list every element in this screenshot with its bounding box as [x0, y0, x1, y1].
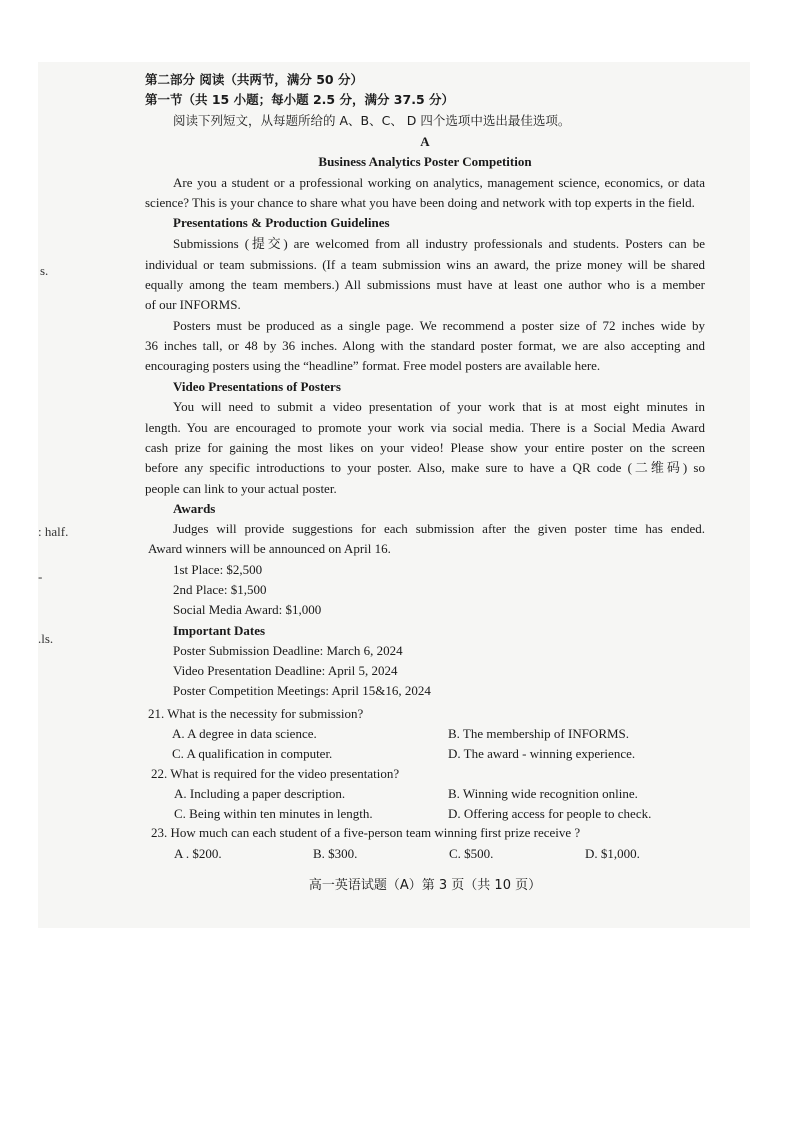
option-b: B. Winning wide recognition online. — [448, 786, 638, 801]
question-stem: 21. What is the necessity for submission? — [148, 706, 364, 721]
paragraph-line: Posters must be produced as a single page. We recommend a poster size of 72 inches wide by — [173, 318, 705, 333]
video-heading: Video Presentations of Posters — [173, 379, 341, 394]
date-item: Poster Competition Meetings: April 15&16, 2024 — [173, 683, 431, 698]
margin-fragment: s. — [40, 263, 49, 278]
paragraph-line: people can link to your actual poster. — [145, 481, 337, 496]
question-stem: 22. What is required for the video presentation? — [151, 766, 400, 781]
option-c: C. $500. — [449, 846, 494, 861]
option-a: A. Including a paper description. — [174, 786, 346, 801]
question-stem: 23. How much can each student of a five-person team winning first prize receive ? — [151, 825, 581, 840]
paragraph-line: encouraging posters using the “headline” format. Free model posters are available here. — [145, 358, 601, 373]
option-a: A . $200. — [174, 846, 222, 861]
option-d: D. The award - winning experience. — [448, 746, 636, 761]
option-b: B. $300. — [313, 846, 358, 861]
page-footer: 高一英语试题（A）第 3 页（共 10 页） — [308, 878, 542, 893]
paragraph-line: Judges will provide suggestions for each submission after the given poster time has ended. — [173, 521, 705, 536]
date-item: Poster Submission Deadline: March 6, 2024 — [173, 643, 403, 658]
margin-fragment: : half. — [38, 524, 69, 539]
option-d: D. Offering access for people to check. — [448, 806, 652, 821]
option-c: C. Being within ten minutes in length. — [174, 806, 373, 821]
paragraph-line: individual or team submissions. (If a team submission wins an award, the prize money will be shared — [145, 257, 705, 272]
prize-item: 2nd Place: $1,500 — [173, 582, 267, 597]
margin-fragment: - — [38, 569, 43, 584]
awards-heading: Awards — [173, 501, 216, 516]
margin-fragment: .ls. — [38, 631, 54, 646]
section-heading: 第一节（共 15 小题；每小题 2.5 分，满分 37.5 分） — [145, 92, 454, 107]
part-heading: 第二部分 阅读（共两节，满分 50 分） — [145, 72, 363, 87]
paragraph-line: 36 inches tall, or 48 by 36 inches. Along with the standard poster format, we are also accepting and — [145, 338, 705, 353]
paragraph-line: length. You are encouraged to promote your work via social media. There is a Social Media Award — [145, 420, 705, 435]
prize-item: 1st Place: $2,500 — [173, 562, 263, 577]
guidelines-heading: Presentations & Production Guidelines — [173, 215, 390, 230]
intro-line: science? This is your chance to share what you have been doing and network with top experts in the field. — [145, 195, 695, 210]
intro-line: Are you a student or a professional working on analytics, management science, economics, or data — [173, 175, 705, 190]
option-b: B. The membership of INFORMS. — [448, 726, 630, 741]
paragraph-line: You will need to submit a video presentation of your work that is at most eight minutes in — [173, 399, 705, 414]
paragraph-line: equally among the team members.) All submissions must have at least one author who is a member — [145, 277, 705, 292]
prize-item: Social Media Award: $1,000 — [173, 602, 322, 617]
passage-letter: A — [420, 134, 430, 149]
option-a: A. A degree in data science. — [172, 726, 317, 741]
paragraph-line: before any specific introductions to your poster. Also, make sure to have a QR code (二维码) so — [145, 460, 705, 475]
paragraph-line: of our INFORMS. — [145, 297, 241, 312]
paragraph-line: Submissions (提交) are welcomed from all industry professionals and students. Posters can be — [173, 236, 705, 251]
option-d: D. $1,000. — [585, 846, 640, 861]
instruction-text: 阅读下列短文，从每题所给的 A、B、C、 D 四个选项中选出最佳选项。 — [173, 113, 571, 128]
passage-title: Business Analytics Poster Competition — [318, 154, 532, 169]
date-item: Video Presentation Deadline: April 5, 2024 — [173, 663, 398, 678]
paragraph-line: Award winners will be announced on April 16. — [148, 541, 391, 556]
paragraph-line: cash prize for gaining the most likes on your video! Please show your entire poster on the screen — [145, 440, 705, 455]
dates-heading: Important Dates — [173, 623, 266, 638]
option-c: C. A qualification in computer. — [172, 746, 333, 761]
